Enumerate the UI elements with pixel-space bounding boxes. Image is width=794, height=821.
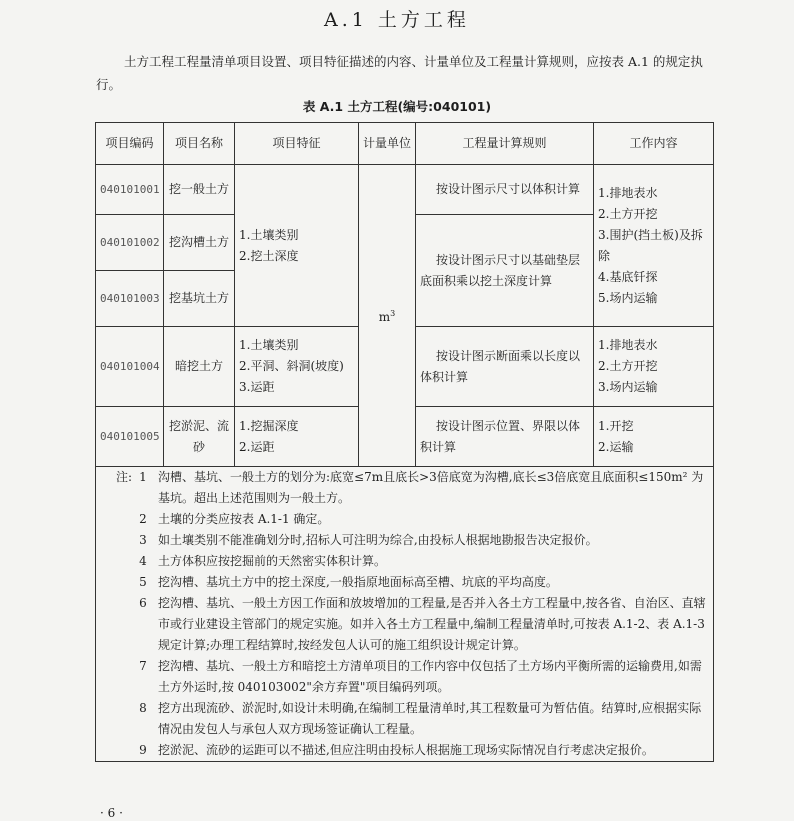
item-name: 挖一般土方: [164, 165, 235, 215]
notes-label: 注:: [115, 470, 132, 484]
work-group-1: [594, 165, 714, 327]
note-item: [100, 530, 709, 551]
rule-cell: 按设计图示尺寸以基础垫层底面积乘以挖土深度计算: [416, 215, 594, 327]
work-item: 1.排地表水: [598, 338, 658, 352]
work-item: 5.场内运输: [598, 290, 658, 305]
header-feature: 项目特征: [235, 123, 359, 165]
work-item: 2.土方开挖: [598, 359, 658, 373]
work-group-2: [594, 327, 714, 407]
rule-cell: 按设计图示位置、界限以体积计算: [416, 407, 594, 467]
work-item: 4.基底钎探: [598, 269, 658, 284]
feature-item: 2.运距: [239, 439, 275, 454]
intro-paragraph: 土方工程工程量清单项目设置、项目特征描述的内容、计量单位及工程量计算规则，应按表 A.1 的规定执行。: [96, 54, 703, 92]
section-title: A.1 土方工程: [324, 9, 470, 31]
work-item: 2.土方开挖: [598, 206, 658, 221]
features-group-3: [235, 407, 359, 467]
feature-item: 2.挖土深度: [239, 248, 299, 263]
note-number: 4: [139, 554, 147, 568]
note-item: [100, 656, 709, 698]
features-group-1: [235, 165, 359, 327]
features-group-2: [235, 327, 359, 407]
notes-row: [96, 467, 714, 762]
work-item: 1.排地表水: [598, 185, 658, 200]
feature-item: 1.土壤类别: [239, 227, 299, 242]
earthwork-table: [95, 122, 714, 762]
item-code: 040101005: [96, 407, 164, 467]
work-item: 3.场内运输: [598, 380, 658, 394]
item-name: 挖沟槽土方: [164, 215, 235, 271]
note-text: 沟槽、基坑、一般土方的划分为:底宽≤7m且底长>3倍底宽为沟槽,底长≤3倍底宽且底面积≤150m² 为基坑。超出上述范围则为一般土方。: [158, 470, 704, 505]
page-number: · 6 ·: [100, 806, 123, 820]
item-code: 040101004: [96, 327, 164, 407]
item-name: 挖淤泥、流砂: [164, 407, 235, 467]
work-group-3: [594, 407, 714, 467]
note-item: [100, 593, 709, 656]
work-item: 2.运输: [598, 439, 634, 454]
header-rule: 工程量计算规则: [416, 123, 594, 165]
note-text: 如土壤类别不能准确划分时,招标人可注明为综合,由投标人根据地勘报告决定报价。: [158, 533, 598, 547]
item-name: 挖基坑土方: [164, 271, 235, 327]
unit-superscript: 3: [390, 309, 396, 318]
item-name: 暗挖土方: [164, 327, 235, 407]
note-text: 挖方出现流砂、淤泥时,如设计未明确,在编制工程量清单时,其工程数量可为暂估值。结算时,应根据实际情况由发包人与承包人双方现场签证确认工程量。: [158, 701, 702, 736]
note-item: [100, 509, 709, 530]
item-code: 040101003: [96, 271, 164, 327]
item-code: 040101002: [96, 215, 164, 271]
table-row: [96, 165, 714, 215]
note-item: [100, 551, 709, 572]
note-number: 1: [139, 470, 147, 484]
note-text: 土方体积应按挖掘前的天然密实体积计算。: [158, 554, 387, 568]
feature-item: 3.运距: [239, 380, 275, 394]
work-item: 1.开挖: [598, 418, 634, 433]
note-text: 挖淤泥、流砂的运距可以不描述,但应注明由投标人根据施工现场实际情况自行考虑决定报价。: [158, 743, 654, 757]
note-number: 7: [139, 659, 147, 673]
unit-cell: [359, 165, 416, 467]
header-code: 项目编码: [96, 123, 164, 165]
note-text: 挖沟槽、基坑、一般土方因工作面和放坡增加的工程量,是否并入各土方工程量中,按各省、自治区、直辖市或行业建设主管部门的规定实施。如并入各土方工程量中,编制工程量清单时,可按表 A.1-2、表 A.1-3 规定计算;办理工程结算时,按经发包人认可的施工组织设计规定计算。: [158, 596, 706, 652]
table-header-row: [96, 123, 714, 165]
note-number: 9: [139, 743, 147, 757]
note-text: 挖沟槽、基坑土方中的挖土深度,一般指原地面标高至槽、坑底的平均高度。: [158, 575, 558, 589]
work-item: 3.围护(挡土板)及拆除: [598, 227, 703, 263]
note-item: [100, 572, 709, 593]
note-number: 6: [139, 596, 147, 610]
item-code: 040101001: [96, 165, 164, 215]
note-number: 3: [139, 533, 147, 547]
note-number: 5: [139, 575, 147, 589]
feature-item: 1.挖掘深度: [239, 418, 299, 433]
note-item: [100, 740, 709, 761]
note-item: [100, 698, 709, 740]
note-number: 2: [139, 512, 147, 526]
note-text: 土壤的分类应按表 A.1-1 确定。: [158, 512, 330, 526]
feature-item: 1.土壤类别: [239, 338, 299, 352]
note-item: [100, 467, 709, 509]
feature-item: 2.平洞、斜洞(坡度): [239, 359, 344, 373]
note-text: 挖沟槽、基坑、一般土方和暗挖土方清单项目的工作内容中仅包括了土方场内平衡所需的运输费用,如需土方外运时,按 040103002"余方弃置"项目编码列项。: [158, 659, 702, 694]
rule-cell: 按设计图示尺寸以体积计算: [416, 165, 594, 215]
note-number: 8: [139, 701, 147, 715]
header-work: 工作内容: [594, 123, 714, 165]
header-name: 项目名称: [164, 123, 235, 165]
header-unit: 计量单位: [359, 123, 416, 165]
rule-cell: 按设计图示断面乘以长度以体积计算: [416, 327, 594, 407]
unit-value: m: [378, 310, 391, 324]
table-caption: 表 A.1 土方工程(编号:040101): [302, 99, 492, 114]
notes-cell: [96, 467, 714, 762]
